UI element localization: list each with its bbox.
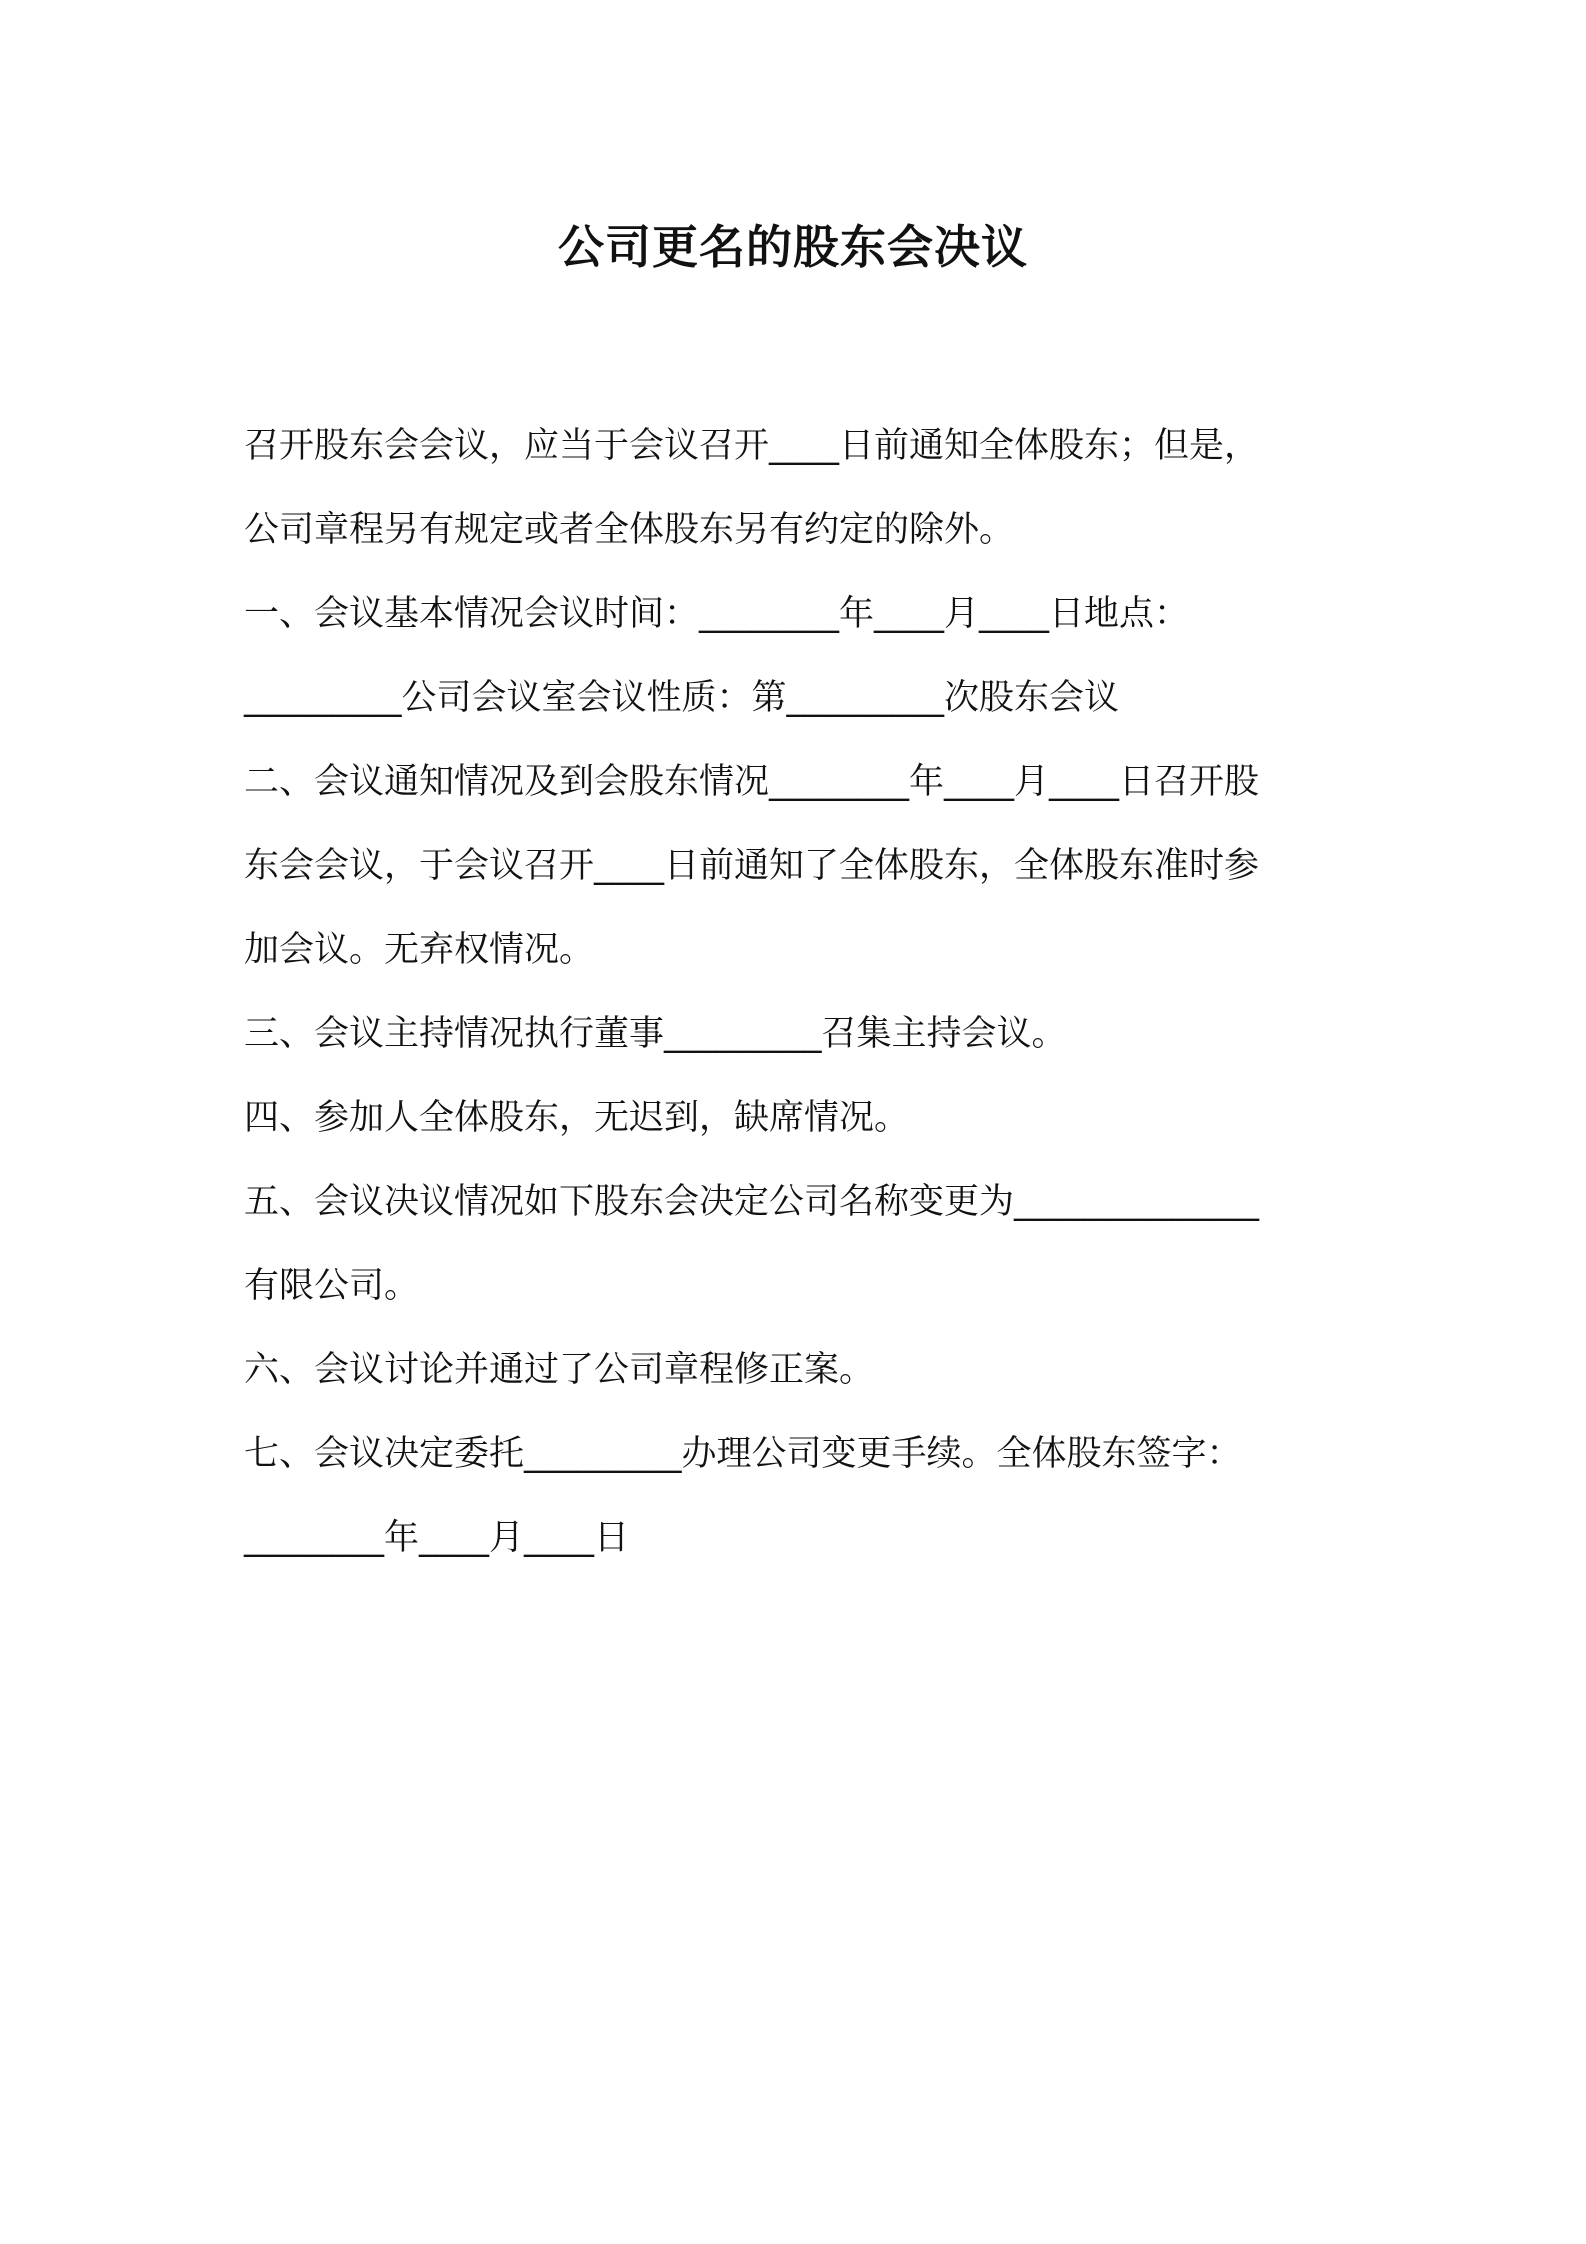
body-line-4: _________公司会议室会议性质：第_________次股东会议 — [244, 678, 1120, 718]
body-line-7: 加会议。无弃权情况。 — [244, 930, 595, 970]
document-body — [244, 404, 1364, 1580]
body-line-13: 七、会议决定委托_________办理公司变更手续。全体股东签字： — [244, 1434, 1242, 1474]
body-line-3: 一、会议基本情况会议时间：________年____月____日地点： — [244, 594, 1190, 634]
body-line-6: 东会会议，于会议召开____日前通知了全体股东，全体股东准时参 — [244, 846, 1260, 886]
body-line-9: 四、参加人全体股东，无迟到，缺席情况。 — [244, 1098, 910, 1138]
document-title: 公司更名的股东会决议 — [558, 220, 1028, 274]
body-line-2: 公司章程另有规定或者全体股东另有约定的除外。 — [244, 510, 1015, 550]
body-line-8: 三、会议主持情况执行董事_________召集主持会议。 — [244, 1014, 1067, 1054]
body-line-10: 五、会议决议情况如下股东会决定公司名称变更为______________ — [244, 1182, 1260, 1222]
body-line-1: 召开股东会会议，应当于会议召开____日前通知全体股东；但是， — [244, 426, 1260, 466]
body-line-14: ________年____月____日 — [244, 1518, 630, 1558]
body-line-12: 六、会议讨论并通过了公司章程修正案。 — [244, 1350, 875, 1390]
body-line-11: 有限公司。 — [244, 1266, 420, 1306]
body-line-5: 二、会议通知情况及到会股东情况________年____月____日召开股 — [244, 762, 1260, 802]
